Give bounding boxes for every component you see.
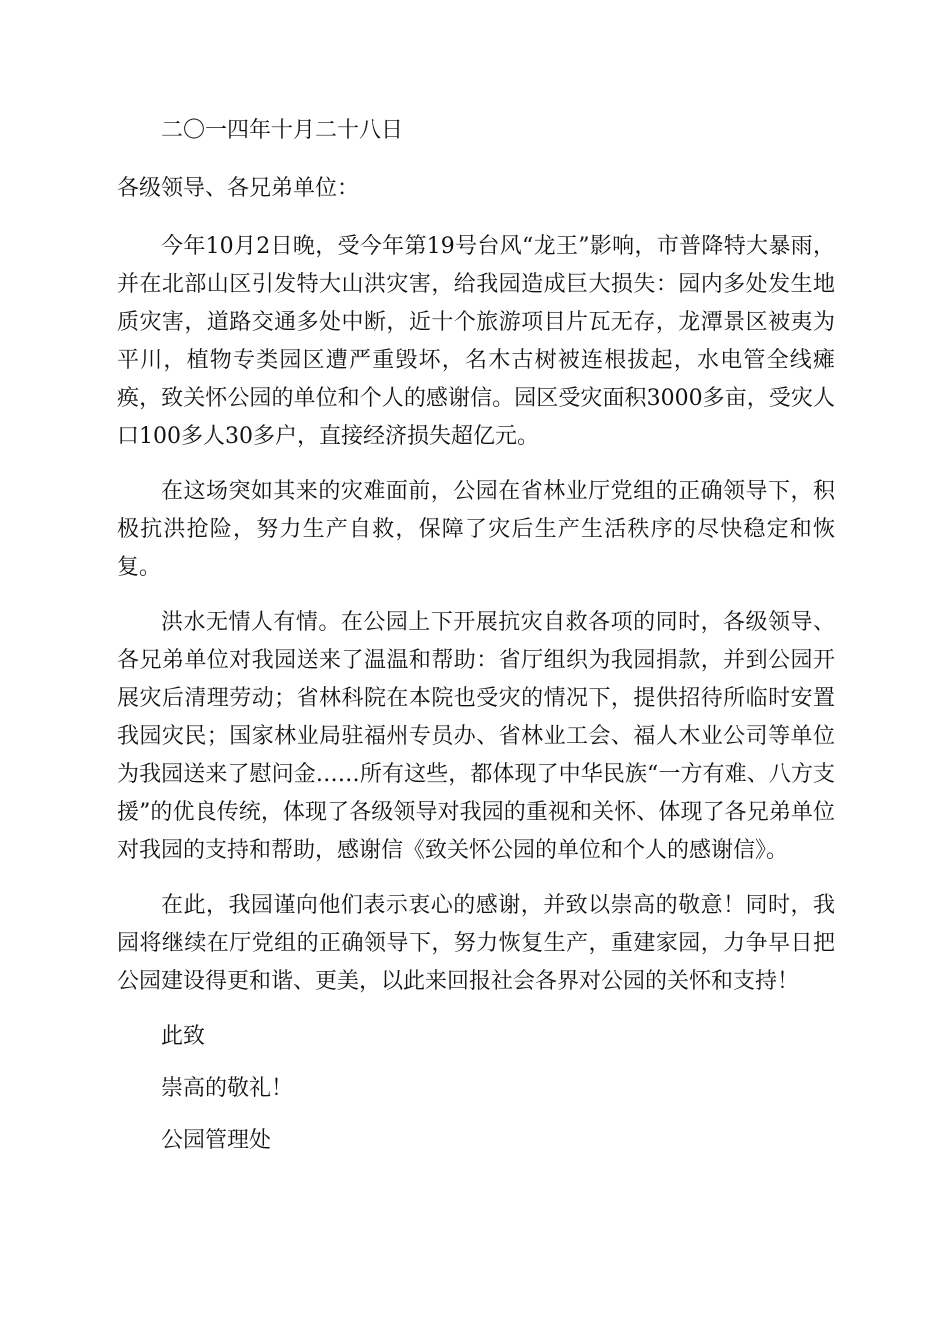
paragraph-support: 洪水无情人有情。在公园上下开展抗灾自救各项的同时，各级领导、各兄弟单位对我园送来了温温和帮助：省厅组织为我园捐款，并到公园开展灾后清理劳动；省林科院在本院也受灾的情况下，提供招待所临时安置我园灾民；国家林业局驻福州专员办、省林业工会、福人木业公司等单位为我园送来了慰问金……所有这些，都体现了中华民族“一方有难、八方支援”的优良传统，体现了各级领导对我园的重视和关怀、体现了各兄弟单位对我园的支持和帮助，感谢信《致关怀公园的单位和个人的感谢信》。 [117, 610, 835, 863]
closing-salute: 崇高的敬礼！ [161, 1076, 294, 1101]
paragraph-gratitude: 在此，我园谨向他们表示衷心的感谢，并致以崇高的敬意！同时，我园将继续在厅党组的正确领导下，努力恢复生产，重建家园，力争早日把公园建设得更和谐、更美，以此来回报社会各界对公园的关怀和支持！ [117, 893, 835, 994]
paragraph-response: 在这场突如其来的灾难面前，公园在省林业厅党组的正确领导下，积极抗洪抢险，努力生产自救，保障了灾后生产生活秩序的尽快稳定和恢复。 [117, 479, 835, 580]
signature: 公园管理处 [161, 1128, 272, 1153]
letter-salutation: 各级领导、各兄弟单位： [117, 176, 360, 201]
letter-body [117, 112, 835, 1174]
paragraph-disaster: 今年10月2日晚，受今年第19号台风“龙王”影响，市普降特大暴雨，并在北部山区引发特大山洪灾害，给我园造成巨大损失：园内多处发生地质灾害，道路交通多处中断，近十个旅游项目片瓦无存，龙潭景区被夷为平川，植物专类园区遭严重毁坏，名木古树被连根拔起，水电管全线瘫痪，致关怀公园的单位和个人的感谢信。园区受灾面积3000多亩，受灾人口100多人30多户，直接经济损失超亿元。 [117, 234, 835, 449]
letter-date: 二〇一四年十月二十八日 [161, 118, 404, 143]
closing-phrase: 此致 [161, 1024, 206, 1049]
